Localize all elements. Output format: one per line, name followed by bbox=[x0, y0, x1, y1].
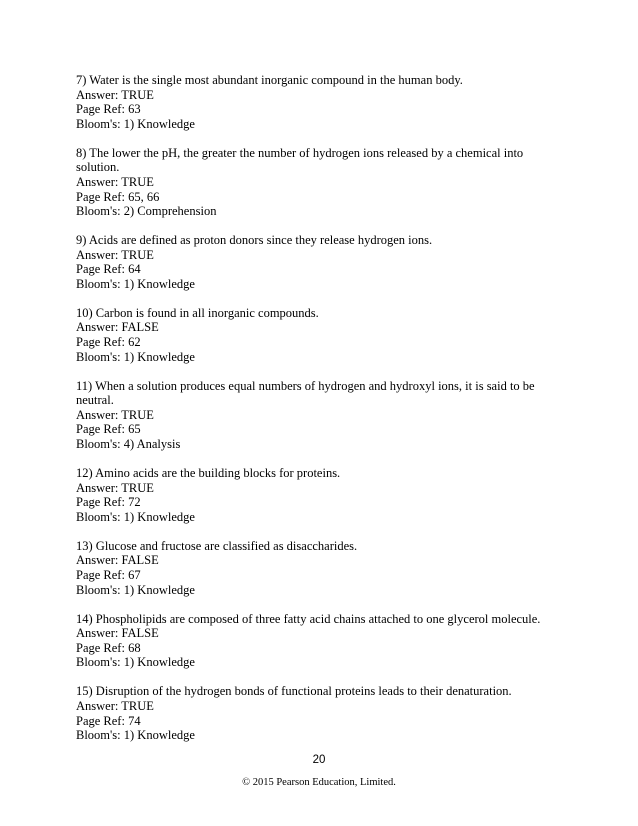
question-item bbox=[76, 146, 566, 219]
question-text: 14) Phospholipids are composed of three fatty acid chains attached to one glycerol molecule. bbox=[76, 611, 541, 626]
question-text: 13) Glucose and fructose are classified as disaccharides. bbox=[76, 538, 358, 553]
page-ref-text: Page Ref: 67 bbox=[76, 567, 141, 582]
answer-text: Answer: TRUE bbox=[76, 480, 154, 495]
answer-text: Answer: FALSE bbox=[76, 553, 159, 568]
page-ref-text: Page Ref: 64 bbox=[76, 262, 141, 277]
page-ref-text: Page Ref: 62 bbox=[76, 335, 141, 350]
page-ref-text: Page Ref: 65, 66 bbox=[76, 189, 160, 204]
page-ref-text: Page Ref: 63 bbox=[76, 102, 141, 117]
page-ref-text: Page Ref: 74 bbox=[76, 713, 141, 728]
answer-text: Answer: TRUE bbox=[76, 247, 154, 262]
question-item bbox=[76, 539, 566, 597]
copyright-notice: © 2015 Pearson Education, Limited. bbox=[242, 777, 396, 788]
question-item bbox=[76, 233, 566, 291]
answer-text: Answer: TRUE bbox=[76, 174, 154, 189]
answer-text: Answer: FALSE bbox=[76, 320, 159, 335]
blooms-text: Bloom's: 1) Knowledge bbox=[76, 276, 195, 291]
answer-text: Answer: TRUE bbox=[76, 698, 154, 713]
question-item bbox=[76, 306, 566, 364]
page-ref-text: Page Ref: 65 bbox=[76, 422, 141, 437]
answer-text: Answer: TRUE bbox=[76, 407, 154, 422]
answer-text: Answer: TRUE bbox=[76, 87, 154, 102]
blooms-text: Bloom's: 1) Knowledge bbox=[76, 509, 195, 524]
question-item bbox=[76, 73, 566, 131]
question-item bbox=[76, 684, 566, 742]
blooms-text: Bloom's: 1) Knowledge bbox=[76, 728, 195, 743]
question-item bbox=[76, 379, 566, 452]
blooms-text: Bloom's: 1) Knowledge bbox=[76, 349, 195, 364]
question-text: 11) When a solution produces equal numbers of hydrogen and hydroxyl ions, it is said to be neutral. bbox=[76, 378, 535, 408]
page-number: 20 bbox=[312, 754, 326, 766]
question-item bbox=[76, 466, 566, 524]
page-ref-text: Page Ref: 68 bbox=[76, 640, 141, 655]
question-text: 7) Water is the single most abundant inorganic compound in the human body. bbox=[76, 73, 463, 87]
question-list bbox=[76, 73, 566, 757]
blooms-text: Bloom's: 1) Knowledge bbox=[76, 116, 195, 131]
question-text: 9) Acids are defined as proton donors since they release hydrogen ions. bbox=[76, 233, 433, 248]
question-text: 10) Carbon is found in all inorganic compounds. bbox=[76, 305, 319, 320]
question-text: 12) Amino acids are the building blocks for proteins. bbox=[76, 466, 341, 481]
blooms-text: Bloom's: 4) Analysis bbox=[76, 437, 181, 452]
question-text: 8) The lower the pH, the greater the number of hydrogen ions released by a chemical into solution. bbox=[76, 145, 524, 175]
question-item bbox=[76, 612, 566, 670]
answer-text: Answer: FALSE bbox=[76, 626, 159, 641]
question-text: 15) Disruption of the hydrogen bonds of functional proteins leads to their denaturation. bbox=[76, 684, 512, 699]
blooms-text: Bloom's: 1) Knowledge bbox=[76, 582, 195, 597]
page-ref-text: Page Ref: 72 bbox=[76, 495, 141, 510]
blooms-text: Bloom's: 1) Knowledge bbox=[76, 655, 195, 670]
blooms-text: Bloom's: 2) Comprehension bbox=[76, 204, 217, 219]
